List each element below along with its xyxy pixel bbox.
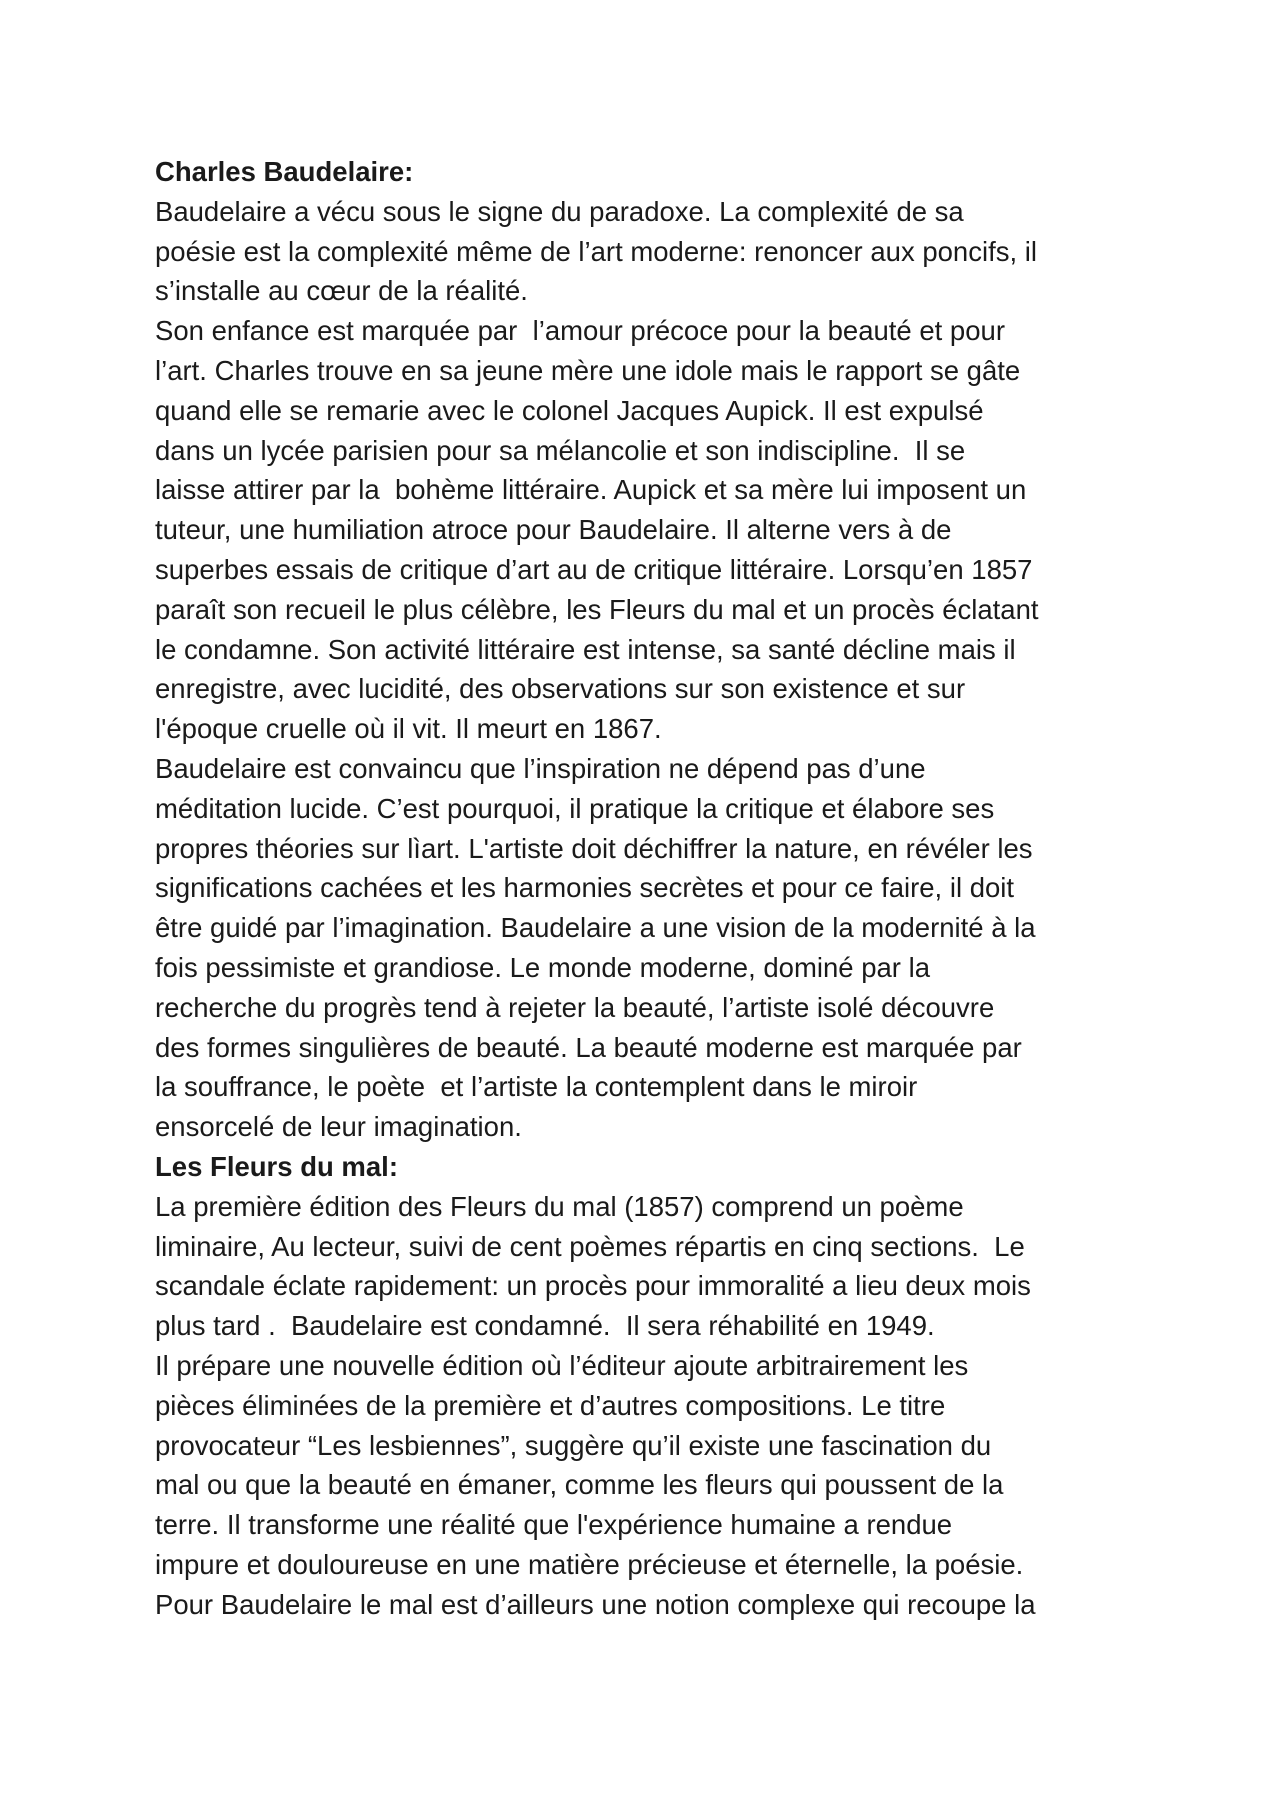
- text-line: paraît son recueil le plus célèbre, les Fleurs du mal et un procès éclatant: [155, 593, 1039, 625]
- section-heading-fleurs-du-mal: Les Fleurs du mal:: [155, 1150, 398, 1182]
- text-line: Pour Baudelaire le mal est d’ailleurs une notion complexe qui recoupe la: [155, 1588, 1036, 1620]
- text-line: tuteur, une humiliation atroce pour Baudelaire. Il alterne vers à de: [155, 514, 952, 546]
- text-line: s’installe au cœur de la réalité.: [155, 275, 528, 307]
- text-line: plus tard . Baudelaire est condamné. Il sera réhabilité en 1949.: [155, 1310, 935, 1342]
- text-line: l’art. Charles trouve en sa jeune mère une idole mais le rapport se gâte: [155, 354, 1021, 386]
- text-line: laisse attirer par la bohème littéraire. Aupick et sa mère lui imposent un: [155, 474, 1027, 506]
- text-line: significations cachées et les harmonies secrètes et pour ce faire, il doit: [155, 872, 1015, 904]
- section-body-baudelaire: [155, 192, 1155, 1147]
- text-line: dans un lycée parisien pour sa mélancolie et son indiscipline. Il se: [155, 434, 966, 466]
- text-line: terre. Il transforme une réalité que l'expérience humaine a rendue: [155, 1509, 953, 1541]
- text-line: l'époque cruelle où il vit. Il meurt en 1867.: [155, 713, 662, 745]
- text-line: superbes essais de critique d’art au de critique littéraire. Lorsqu’en 1857: [155, 553, 1033, 585]
- text-line: mal ou que la beauté en émaner, comme les fleurs qui poussent de la: [155, 1469, 1004, 1501]
- text-line: méditation lucide. C’est pourquoi, il pratique la critique et élabore ses: [155, 792, 995, 824]
- section-heading-baudelaire: Charles Baudelaire:: [155, 156, 414, 187]
- text-line: des formes singulières de beauté. La beauté moderne est marquée par: [155, 1031, 1022, 1063]
- text-line: recherche du progrès tend à rejeter la beauté, l’artiste isolé découvre: [155, 991, 995, 1023]
- section-body-fleurs-du-mal: [155, 1187, 1155, 1625]
- text-line: enregistre, avec lucidité, des observations sur son existence et sur: [155, 673, 966, 705]
- text-line: quand elle se remarie avec le colonel Jacques Aupick. Il est expulsé: [155, 394, 984, 426]
- text-line: poésie est la complexité même de l’art moderne: renoncer aux poncifs, il: [155, 235, 1037, 267]
- text-line: scandale éclate rapidement: un procès pour immoralité a lieu deux mois: [155, 1270, 1031, 1302]
- text-line: Son enfance est marquée par l’amour précoce pour la beauté et pour: [155, 315, 1005, 347]
- document-page: [155, 152, 1155, 1624]
- text-line: La première édition des Fleurs du mal (1857) comprend un poème: [155, 1190, 964, 1222]
- text-line: le condamne. Son activité littéraire est intense, sa santé décline mais il: [155, 633, 1016, 665]
- text-line: fois pessimiste et grandiose. Le monde moderne, dominé par la: [155, 951, 931, 983]
- text-line: Baudelaire est convaincu que l’inspiration ne dépend pas d’une: [155, 752, 926, 784]
- text-line: impure et douloureuse en une matière précieuse et éternelle, la poésie.: [155, 1548, 1024, 1580]
- text-line: la souffrance, le poète et l’artiste la contemplent dans le miroir: [155, 1071, 918, 1103]
- text-line: être guidé par l’imagination. Baudelaire a une vision de la modernité à la: [155, 912, 1036, 944]
- text-line: propres théories sur lìart. L'artiste doit déchiffrer la nature, en révéler les: [155, 832, 1033, 864]
- text-line: Baudelaire a vécu sous le signe du paradoxe. La complexité de sa: [155, 195, 964, 227]
- text-line: Il prépare une nouvelle édition où l’éditeur ajoute arbitrairement les: [155, 1349, 969, 1381]
- text-line: provocateur “Les lesbiennes”, suggère qu’il existe une fascination du: [155, 1429, 992, 1461]
- text-line: liminaire, Au lecteur, suivi de cent poèmes répartis en cinq sections. Le: [155, 1230, 1025, 1262]
- text-line: pièces éliminées de la première et d’autres compositions. Le titre: [155, 1389, 946, 1421]
- text-line: ensorcelé de leur imagination.: [155, 1111, 522, 1143]
